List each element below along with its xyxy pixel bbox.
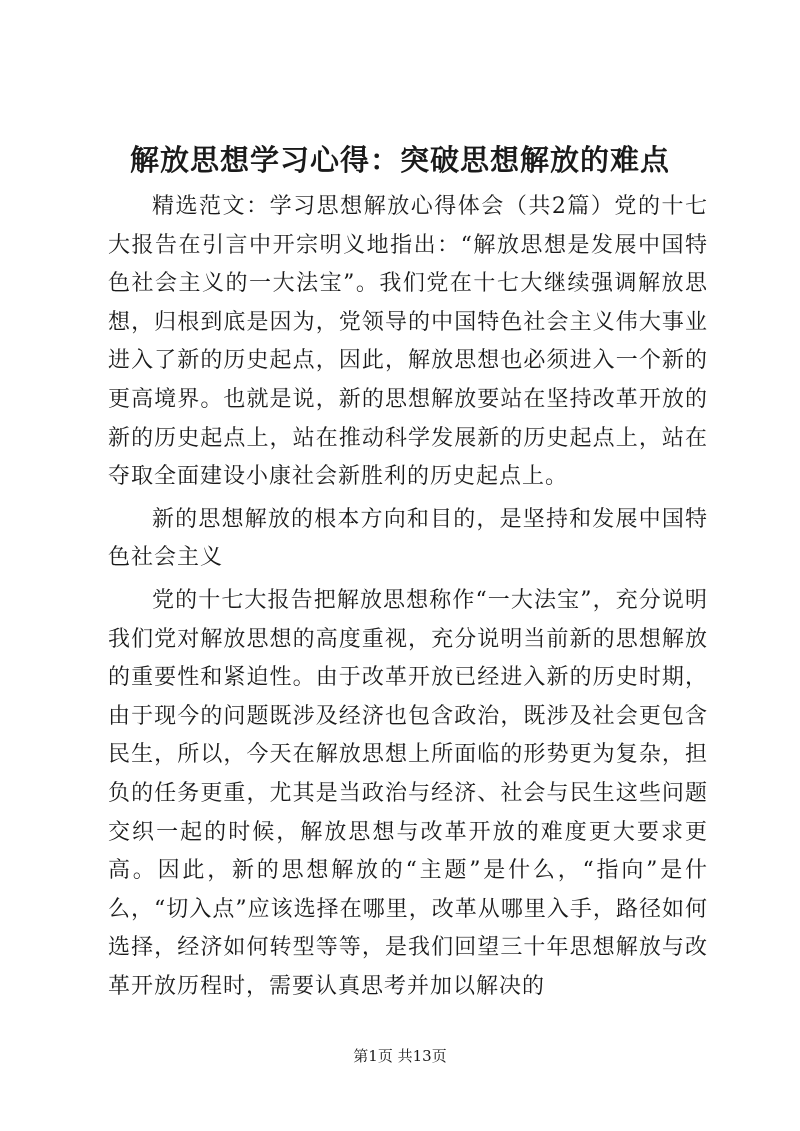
page-number-footer: 第1页 共13页 — [353, 1047, 447, 1065]
paragraph-2: 新的思想解放的根本方向和目的，是坚持和发展中国特色社会主义 — [108, 506, 708, 571]
paragraph-1: 精选范文：学习思想解放心得体会（共2篇）党的十七大报告在引言中开宗明义地指出：“解放思想是发展中国特色社会主义的一大法宝”。我们党在十七大继续强调解放思想，归根到底是因为，党领导的中国特色社会主义伟大事业进入了新的历史起点，因此，解放思想也必须进入一个新的更高境界。也就是说，新的思想解放要站在坚持改革开放的新的历史起点上，站在推动科学发展新的历史起点上，站在夺取全面建设小康社会新胜利的历史起点上。 — [108, 194, 708, 490]
document-body — [108, 188, 708, 1010]
paragraph-3: 党的十七大报告把解放思想称作“一大法宝”，充分说明我们党对解放思想的高度重视，充分说明当前新的思想解放的重要性和紧迫性。由于改革开放已经进入新的历史时期，由于现今的问题既涉及经济也包含政治，既涉及社会更包含民生，所以，今天在解放思想上所面临的形势更为复杂，担负的任务更重，尤其是当政治与经济、社会与民生这些问题交织一起的时候，解放思想与改革开放的难度更大要求更高。因此，新的思想解放的“主题”是什么，“指向”是什么，“切入点”应该选择在哪里，改革从哪里入手，路径如何选择，经济如何转型等等，是我们回望三十年思想解放与改革开放历程时，需要认真思考并加以解决的 — [108, 587, 708, 999]
document-title: 解放思想学习心得：突破思想解放的难点 — [129, 143, 670, 177]
